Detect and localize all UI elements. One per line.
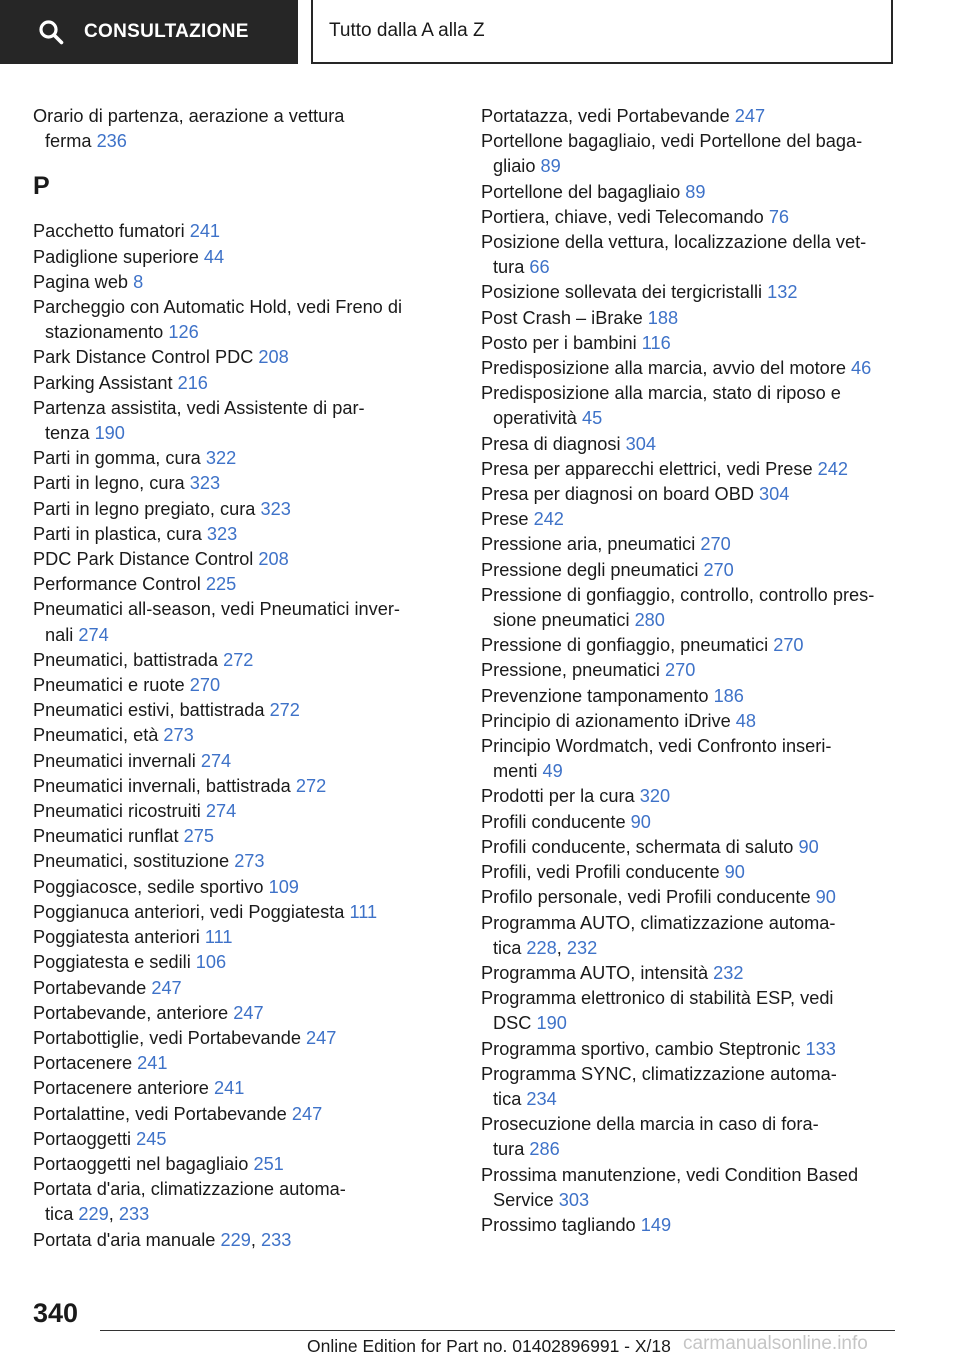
page-link[interactable]: 229	[78, 1204, 109, 1225]
index-entry-text: menti 49	[493, 761, 563, 782]
index-entry	[481, 104, 901, 129]
index-entry	[33, 774, 453, 799]
index-entry-text: Portata d'aria, climatizzazione automa-	[33, 1179, 346, 1200]
index-entry-text: Pneumatici, età 273	[33, 725, 194, 746]
index-entry	[481, 835, 901, 860]
page-link[interactable]: 251	[253, 1153, 284, 1174]
page-link[interactable]: 304	[759, 484, 790, 505]
index-entry-text: Prossima manutenzione, vedi Condition Based	[481, 1164, 859, 1185]
index-entry-text: Post Crash – iBrake 188	[481, 307, 679, 328]
page-link[interactable]: 323	[260, 498, 291, 519]
page-link[interactable]: 270	[773, 635, 804, 656]
index-entry	[481, 129, 901, 179]
page-number: 340	[33, 1298, 79, 1328]
index-entry	[481, 532, 901, 557]
index-entry	[33, 875, 453, 900]
page-link[interactable]: 274	[200, 750, 232, 771]
page-link[interactable]: 272	[295, 775, 327, 796]
index-entry	[33, 245, 453, 270]
index-entry-text: Pagina web 8	[33, 271, 144, 292]
index-entry	[481, 810, 901, 835]
page-link[interactable]: 274	[78, 624, 109, 645]
index-entry-text: Predisposizione alla marcia, avvio del motore 46	[481, 358, 872, 379]
page-link[interactable]: 232	[566, 937, 598, 958]
index-entry-text: PDC Park Distance Control 208	[33, 549, 289, 570]
index-entry	[481, 658, 901, 683]
page-link[interactable]: 76	[768, 206, 790, 227]
index-entry-text: Posto per i bambini 116	[481, 332, 671, 353]
page-link[interactable]: 323	[206, 523, 238, 544]
page-link[interactable]: 208	[258, 549, 289, 570]
index-entry	[481, 1163, 901, 1213]
index-entry	[33, 925, 453, 950]
page-link[interactable]: 304	[625, 433, 656, 454]
index-entry	[481, 432, 901, 457]
index-entry-text: Poggianuca anteriori, vedi Poggiatesta 111	[33, 901, 378, 922]
index-entry	[33, 1076, 453, 1101]
page-link[interactable]: 272	[223, 649, 254, 670]
index-entry	[33, 597, 453, 647]
page-link[interactable]: 323	[189, 473, 221, 494]
index-entry-text: Parti in gomma, cura 322	[33, 448, 237, 469]
section-tab[interactable]	[0, 0, 298, 64]
index-entry-text: Pneumatici e ruote 270	[33, 675, 221, 696]
index-entry	[481, 784, 901, 809]
page-link[interactable]: 247	[306, 1027, 337, 1048]
index-entry-text: Prese 242	[481, 509, 564, 530]
index-entry-text: Prosecuzione della marcia in caso di fora-	[481, 1114, 819, 1135]
index-entry	[33, 270, 453, 295]
index-entry-text: Portaoggetti nel bagagliaio 251	[33, 1153, 284, 1174]
index-entry-text: Prevenzione tamponamento 186	[481, 685, 744, 706]
index-entry-text: Portabevande, anteriore 247	[33, 1002, 264, 1023]
index-entry	[481, 1213, 901, 1238]
index-entry	[481, 885, 901, 910]
page-link[interactable]: 270	[665, 660, 696, 681]
page-link[interactable]: 233	[118, 1204, 150, 1225]
page-link[interactable]: 208	[258, 347, 289, 368]
index-entry	[33, 849, 453, 874]
index-entry	[33, 673, 453, 698]
page-link[interactable]: 272	[269, 700, 300, 721]
page-link[interactable]: 186	[713, 685, 744, 706]
index-entry-text: Poggiatesta anteriori 111	[33, 927, 233, 948]
index-entry	[33, 497, 453, 522]
page-header	[0, 0, 960, 66]
index-entry-text: Pneumatici all-season, vedi Pneumatici inver-	[33, 599, 400, 620]
index-column-left	[33, 104, 453, 1253]
index-entry	[33, 976, 453, 1001]
page-link[interactable]: 45	[581, 408, 603, 429]
page-link[interactable]: 242	[817, 458, 848, 479]
index-entry	[33, 1102, 453, 1127]
index-entry	[481, 986, 901, 1036]
chapter-tab[interactable]	[311, 0, 893, 64]
index-entry	[481, 1112, 901, 1162]
page-link[interactable]: 273	[163, 725, 194, 746]
index-entry-text: Profili conducente, schermata di saluto 90	[481, 836, 819, 857]
page-link[interactable]: 228	[526, 937, 557, 958]
page-link[interactable]: 275	[183, 826, 214, 847]
section-tab-label: CONSULTAZIONE	[84, 21, 249, 42]
index-entry-text: Service 303	[493, 1189, 590, 1210]
index-entry	[481, 734, 901, 784]
index-entry	[33, 648, 453, 673]
index-entry	[481, 457, 901, 482]
index-entry-text: Profili, vedi Profili conducente 90	[481, 862, 745, 883]
page-link[interactable]: 44	[203, 246, 225, 267]
index-entry-text: Programma AUTO, intensità 232	[481, 962, 744, 983]
index-entry-text: Portabottiglie, vedi Portabevande 247	[33, 1027, 337, 1048]
index-entry	[33, 471, 453, 496]
page-link[interactable]: 188	[647, 307, 679, 328]
index-entry	[481, 230, 901, 280]
index-entry	[33, 799, 453, 824]
chapter-tab-label: Tutto dalla A alla Z	[329, 20, 485, 41]
index-entry-text: Prossimo tagliando 149	[481, 1214, 672, 1235]
page-link[interactable]: 111	[349, 901, 378, 922]
index-entry-text: Presa di diagnosi 304	[481, 433, 656, 454]
page-link[interactable]: 116	[641, 332, 671, 353]
page-link[interactable]: 190	[536, 1013, 567, 1034]
index-entries-left	[33, 219, 453, 1252]
index-entry-text: tura 66	[493, 257, 550, 278]
index-entry	[33, 547, 453, 572]
index-entry-text: Portiera, chiave, vedi Telecomando 76	[481, 206, 790, 227]
index-entry-text: Pneumatici, sostituzione 273	[33, 851, 265, 872]
page-link[interactable]: 149	[640, 1214, 672, 1235]
index-entry-text: Portabevande 247	[33, 977, 182, 998]
index-entry	[33, 824, 453, 849]
index-entry	[33, 1228, 453, 1253]
index-entry-text: Profilo personale, vedi Profili conducente 90	[481, 887, 836, 908]
page-link[interactable]: 89	[685, 181, 706, 202]
page-link[interactable]: 48	[735, 710, 756, 731]
index-entry-text: Portatazza, vedi Portabevande 247	[481, 106, 766, 126]
index-entry	[33, 723, 453, 748]
index-entry-text: Posizione sollevata dei tergicristalli 132	[481, 282, 798, 303]
index-entry	[33, 104, 453, 154]
page-link[interactable]: 232	[713, 962, 744, 983]
index-entry	[33, 698, 453, 723]
page-link[interactable]: 89	[540, 156, 561, 177]
index-entry-text: Prodotti per la cura 320	[481, 786, 671, 807]
search-icon	[38, 19, 64, 45]
index-entry-text: Poggiacosce, sedile sportivo 109	[33, 876, 299, 897]
index-entry-text: Presa per apparecchi elettrici, vedi Prese 242	[481, 458, 848, 479]
index-entry	[33, 1001, 453, 1026]
page-link[interactable]: 241	[189, 221, 221, 242]
index-entry	[481, 507, 901, 532]
index-entry	[481, 356, 901, 381]
index-entry	[33, 446, 453, 471]
index-entry-text: Parti in legno, cura 323	[33, 473, 221, 494]
index-entry-text: tenza 190	[45, 423, 125, 444]
page-link[interactable]: 126	[168, 322, 199, 343]
index-entry	[481, 558, 901, 583]
index-entry-text: Programma AUTO, climatizzazione automa-	[481, 912, 836, 933]
page-link[interactable]: 247	[734, 106, 766, 126]
page-link[interactable]: 241	[213, 1078, 245, 1099]
index-entry-text: nali 274	[45, 624, 109, 645]
index-entry-text: Principio Wordmatch, vedi Confronto inseri-	[481, 736, 832, 757]
index-entry-text: gliaio 89	[493, 156, 561, 177]
index-entry-text: Portalattine, vedi Portabevande 247	[33, 1103, 323, 1124]
index-entry	[481, 331, 901, 356]
page-link[interactable]: 8	[133, 271, 144, 292]
index-entry-text: Posizione della vettura, localizzazione della vet-	[481, 232, 867, 253]
index-entry	[33, 1127, 453, 1152]
index-entry-text: Portacenere anteriore 241	[33, 1078, 245, 1099]
index-entry-text: Pressione, pneumatici 270	[481, 660, 696, 681]
page-link[interactable]: 322	[205, 448, 237, 469]
index-entry-text: Programma sportivo, cambio Steptronic 133	[481, 1038, 836, 1059]
index-entry-text: Parking Assistant 216	[33, 372, 208, 393]
index-entry	[33, 522, 453, 547]
index-entry	[481, 280, 901, 305]
index-entry	[481, 961, 901, 986]
index-entry	[481, 633, 901, 658]
index-entry-text: tica 234	[493, 1088, 557, 1109]
page-link[interactable]: 109	[268, 876, 299, 897]
index-entry-text: Pacchetto fumatori 241	[33, 221, 221, 242]
page-link[interactable]: 236	[96, 131, 127, 152]
index-entry-text: operatività 45	[493, 408, 603, 429]
index-entry-text: Pneumatici, battistrada 272	[33, 649, 254, 670]
page-link[interactable]: 270	[703, 559, 734, 580]
page-link[interactable]: 46	[851, 358, 872, 379]
index-entry	[33, 572, 453, 597]
index-entry-text: tura 286	[493, 1139, 560, 1160]
index-entry	[481, 709, 901, 734]
footer-divider	[100, 1330, 895, 1331]
page-link[interactable]: 280	[634, 610, 665, 631]
index-entry-text: Orario di partenza, aerazione a vettura	[33, 106, 345, 126]
index-entry-text: Pressione di gonfiaggio, controllo, controllo pres-	[481, 584, 875, 605]
index-pre-entries	[33, 104, 453, 154]
page-link[interactable]: 270	[700, 534, 731, 555]
page-link[interactable]: 247	[291, 1103, 323, 1124]
index-entry-text: Principio di azionamento iDrive 48	[481, 710, 756, 731]
index-entry-text: Pneumatici invernali, battistrada 272	[33, 775, 327, 796]
index-entry-text: Pressione degli pneumatici 270	[481, 559, 734, 580]
footer-edition-text: Online Edition for Part no. 01402896991 - X/18	[307, 1336, 671, 1356]
page-link[interactable]: 241	[137, 1053, 168, 1074]
index-entry	[33, 1152, 453, 1177]
index-entry-text: Parti in plastica, cura 323	[33, 523, 238, 544]
index-entry-text: Portacenere 241	[33, 1053, 168, 1074]
index-entry	[33, 1051, 453, 1076]
index-entry	[481, 1062, 901, 1112]
page-link[interactable]: 106	[195, 952, 227, 973]
page-link[interactable]: 132	[767, 282, 798, 303]
index-entry	[481, 306, 901, 331]
page-link[interactable]: 90	[815, 887, 836, 908]
page-link[interactable]: 320	[639, 786, 671, 807]
index-entry-text: tica 228, 232	[493, 937, 598, 958]
index-entry-text: Portata d'aria manuale 229, 233	[33, 1229, 292, 1250]
index-entry	[481, 205, 901, 230]
index-entry	[481, 482, 901, 507]
index-entry	[481, 860, 901, 885]
index-entry-text: Padiglione superiore 44	[33, 246, 225, 267]
index-entry-text: Pressione di gonfiaggio, pneumatici 270	[481, 635, 804, 656]
index-entry-text: Pneumatici estivi, battistrada 272	[33, 700, 300, 721]
index-column-right	[481, 104, 901, 1238]
page-link[interactable]: 90	[724, 862, 745, 883]
index-letter-heading: P	[33, 172, 50, 201]
index-entry-text: Predisposizione alla marcia, stato di riposo e	[481, 383, 841, 404]
index-entry-text: Pressione aria, pneumatici 270	[481, 534, 731, 555]
page-link[interactable]: 233	[260, 1229, 292, 1250]
page-link[interactable]: 247	[233, 1002, 264, 1023]
index-entry	[33, 950, 453, 975]
page-link[interactable]: 273	[234, 851, 265, 872]
index-entry-text: Park Distance Control PDC 208	[33, 347, 289, 368]
index-entry-text: Programma SYNC, climatizzazione automa-	[481, 1063, 837, 1084]
index-entry-text: Presa per diagnosi on board OBD 304	[481, 484, 790, 505]
page-link[interactable]: 49	[542, 761, 563, 782]
index-entry	[481, 1037, 901, 1062]
watermark: carmanualsonline.info	[683, 1333, 868, 1354]
page-link[interactable]: 234	[526, 1088, 557, 1109]
index-entry-text: Performance Control 225	[33, 574, 237, 595]
index-entry	[33, 749, 453, 774]
page-link[interactable]: 66	[529, 257, 550, 278]
index-entry	[33, 295, 453, 345]
index-entries-right	[481, 104, 901, 1238]
index-entry-text: DSC 190	[493, 1013, 567, 1034]
index-entry	[33, 900, 453, 925]
index-entry	[33, 1026, 453, 1051]
index-entry-text: stazionamento 126	[45, 322, 199, 343]
index-entry-text: Pneumatici ricostruiti 274	[33, 801, 237, 822]
page-link[interactable]: 245	[136, 1128, 167, 1149]
page-link[interactable]: 90	[630, 811, 651, 832]
page-link[interactable]: 111	[204, 927, 233, 948]
index-entry	[33, 371, 453, 396]
page-link[interactable]: 286	[529, 1139, 560, 1160]
index-entry-text: Profili conducente 90	[481, 811, 651, 832]
page-link[interactable]: 303	[558, 1189, 590, 1210]
index-entry-text: Partenza assistita, vedi Assistente di par-	[33, 397, 365, 418]
index-entry	[481, 684, 901, 709]
page-link[interactable]: 190	[94, 423, 125, 444]
index-entry-text: Portellone del bagagliaio 89	[481, 181, 706, 202]
page-link[interactable]: 216	[177, 372, 208, 393]
index-entry-text: sione pneumatici 280	[493, 610, 665, 631]
page-link[interactable]: 229	[220, 1229, 251, 1250]
index-entry-text: Poggiatesta e sedili 106	[33, 952, 227, 973]
index-entry	[481, 381, 901, 431]
index-entry	[33, 345, 453, 370]
page-link[interactable]: 274	[205, 801, 237, 822]
index-entry-text: Programma elettronico di stabilità ESP, vedi	[481, 988, 834, 1009]
index-entry-text: Portaoggetti 245	[33, 1128, 167, 1149]
index-entry	[481, 911, 901, 961]
index-entry-text: Parcheggio con Automatic Hold, vedi Freno di	[33, 297, 403, 318]
page-link[interactable]: 133	[805, 1038, 836, 1059]
page-link[interactable]: 247	[151, 977, 182, 998]
index-entry-text: Portellone bagagliaio, vedi Portellone del baga-	[481, 131, 863, 152]
page-link[interactable]: 90	[798, 836, 819, 857]
index-entry-text: tica 229, 233	[45, 1204, 150, 1225]
index-entry-text: Parti in legno pregiato, cura 323	[33, 498, 291, 519]
index-entry	[481, 583, 901, 633]
index-entry-text: Pneumatici invernali 274	[33, 750, 232, 771]
page-link[interactable]: 242	[533, 509, 564, 530]
index-entry	[33, 1177, 453, 1227]
index-entry	[481, 180, 901, 205]
index-entry-text: Pneumatici runflat 275	[33, 826, 214, 847]
index-entry-text: ferma 236	[45, 131, 127, 152]
index-entry	[33, 219, 453, 244]
index-entry	[33, 396, 453, 446]
page-link[interactable]: 270	[189, 675, 221, 696]
page-link[interactable]: 225	[205, 574, 237, 595]
